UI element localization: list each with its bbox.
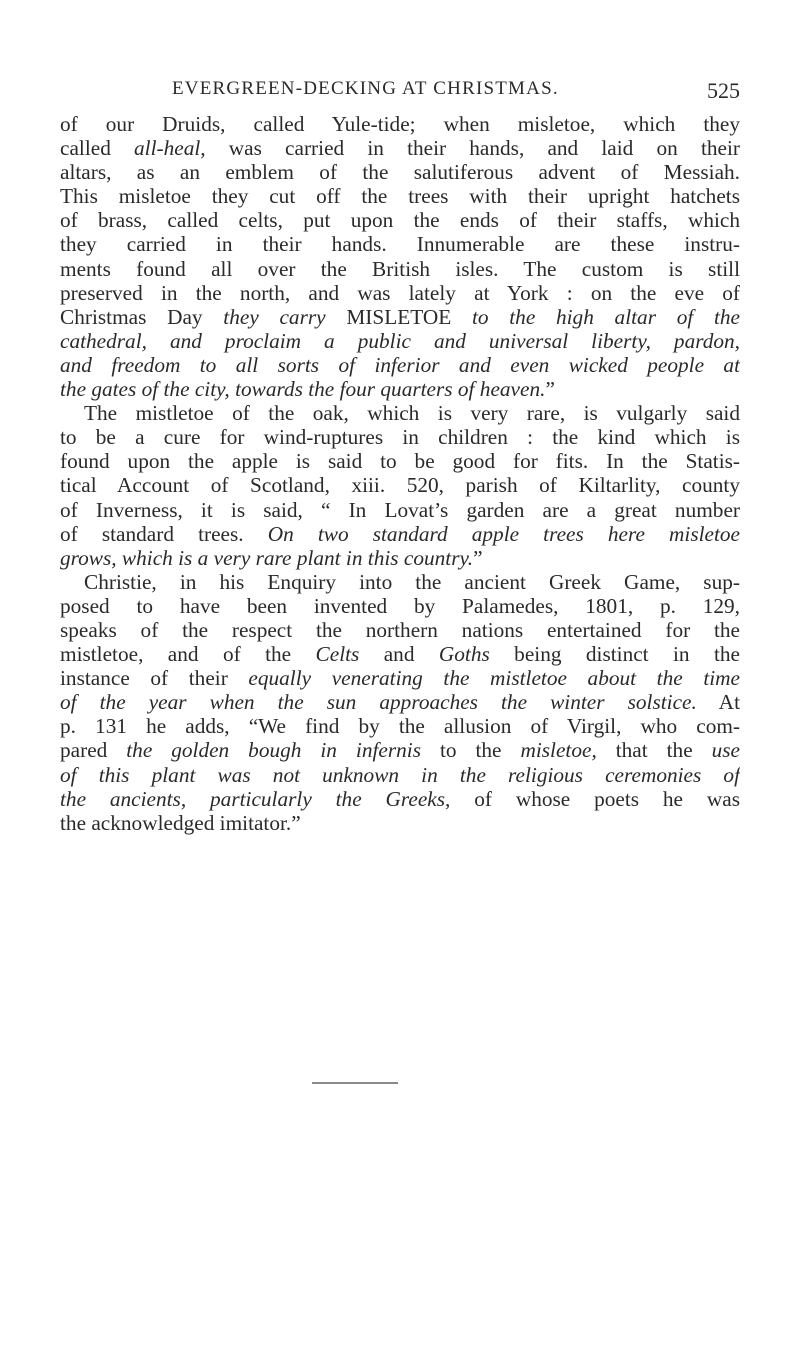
body-text (60, 112, 740, 835)
text-line: they carried in their hands. Innumerable are these instru- (60, 232, 740, 257)
text-line: preserved in the north, and was lately at York : on the eve of (60, 280, 740, 305)
text-line: instance of their equally venerating the mistletoe about the time (60, 666, 740, 691)
text-line: This misletoe they cut off the trees with their upright hatchets (60, 184, 740, 209)
running-title: EVERGREEN-DECKING AT CHRISTMAS. (172, 78, 559, 99)
text-line: of brass, called celts, put upon the ends of their staffs, which (60, 208, 740, 233)
text-line: found upon the apple is said to be good for fits. In the Statis- (60, 449, 740, 474)
text-line: p. 131 he adds, “We find by the allusion of Virgil, who com- (60, 714, 740, 739)
text-line: ments found all over the British isles. The custom is still (60, 256, 740, 281)
text-line: mistletoe, and of the Celts and Goths being distinct in the (60, 642, 740, 667)
running-head (60, 78, 740, 106)
text-line: cathedral, and proclaim a public and universal liberty, pardon, (60, 328, 740, 353)
footnote-rule (312, 1082, 398, 1084)
text-line: of our Druids, called Yule-tide; when misletoe, which they (60, 112, 740, 136)
text-line: of standard trees. On two standard apple trees here misletoe (60, 521, 740, 546)
text-line: to be a cure for wind-ruptures in children : the kind which is (60, 425, 740, 450)
text-line: the gates of the city, towards the four quarters of heaven.” (60, 377, 555, 402)
text-line: the acknowledged imitator.” (60, 810, 301, 835)
text-line: altars, as an emblem of the salutiferous advent of Messiah. (60, 160, 740, 185)
text-line: of the year when the sun approaches the winter solstice. At (60, 690, 740, 715)
page-number: 525 (707, 78, 740, 103)
text-line: speaks of the respect the northern nations entertained for the (60, 617, 740, 642)
text-line: posed to have been invented by Palamedes, 1801, p. 129, (60, 593, 740, 618)
text-line: and freedom to all sorts of inferior and even wicked people at (60, 352, 740, 377)
text-line: of this plant was not unknown in the religious ceremonies of (60, 762, 740, 787)
text-line: Christie, in his Enquiry into the ancient Greek Game, sup- (84, 569, 740, 594)
text-line: grows, which is a very rare plant in this country.” (60, 545, 483, 570)
text-line: pared the golden bough in infernis to the misletoe, that the use (60, 738, 740, 763)
text-line: called all-heal, was carried in their hands, and laid on their (60, 136, 740, 161)
text-line: of Inverness, it is said, “ In Lovat’s garden are a great number (60, 497, 740, 522)
text-line: Christmas Day they carry MISLETOE to the high altar of the (60, 304, 740, 329)
text-line: the ancients, particularly the Greeks, of whose poets he was (60, 786, 740, 811)
text-line: tical Account of Scotland, xiii. 520, parish of Kiltarlity, county (60, 473, 740, 498)
text-line: The mistletoe of the oak, which is very rare, is vulgarly said (84, 401, 740, 426)
